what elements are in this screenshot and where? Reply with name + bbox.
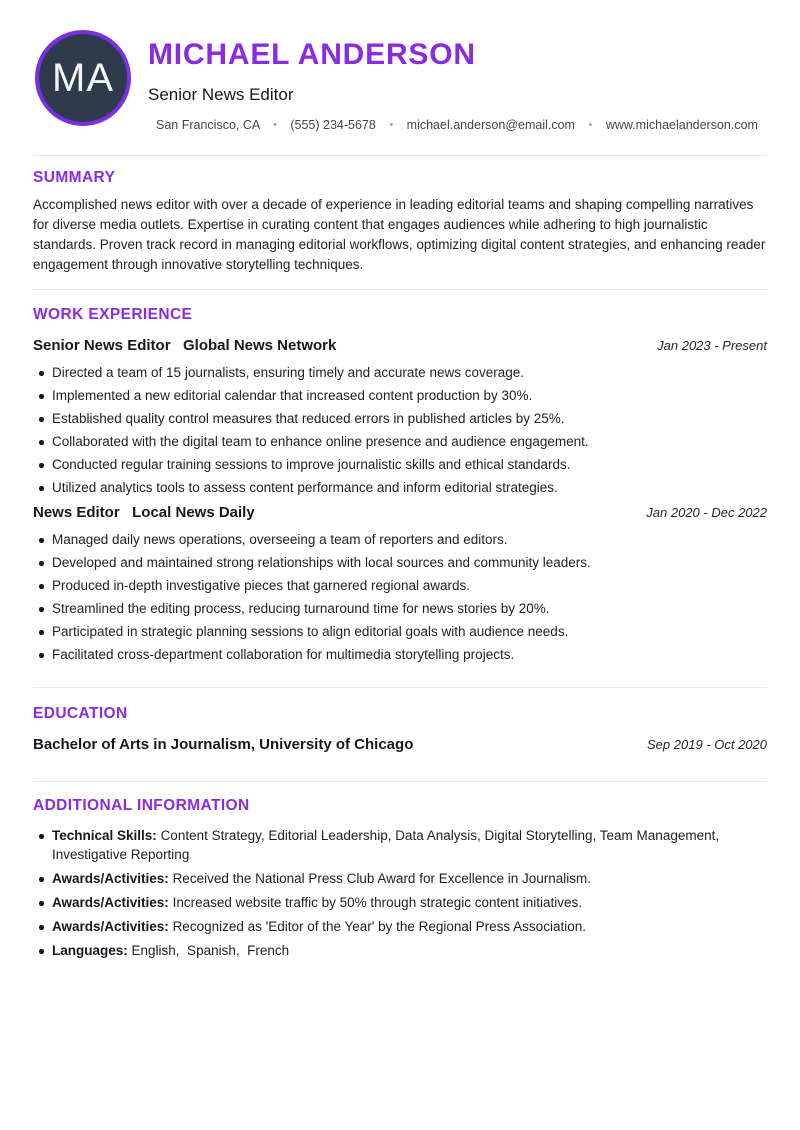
contact-phone: (555) 234-5678 [290,118,376,132]
job-bullet-list [33,530,767,664]
info-item [33,941,767,960]
education-dates: Sep 2019 - Oct 2020 [647,737,767,752]
info-item [33,869,767,888]
additional-information-section [33,782,767,960]
separator-dot: • [588,119,593,131]
info-label: Awards/Activities: [52,871,169,886]
info-label: Languages: [52,943,128,958]
job-role: Senior News Editor [33,337,171,354]
job-dates: Jan 2020 - Dec 2022 [646,505,767,520]
person-name: MICHAEL ANDERSON [148,38,476,71]
job-header [33,336,767,355]
avatar [35,30,131,126]
job-bullet: Managed daily news operations, overseeing a team of reporters and editors. [33,530,767,549]
additional-information-heading: ADDITIONAL INFORMATION [33,797,250,814]
person-job-title: Senior News Editor [148,85,294,104]
education-entry [33,735,767,754]
summary-text: Accomplished news editor with over a decade of experience in leading editorial teams and shaping compelling narratives for diverse media outlets. Expertise in curating content that engages audiences while adhering to high journalistic standards. Proven track record in managing editorial workflows, optimizing digital content strategies, and enhancing reader engagement through innovative storytelling techniques. [33,197,766,272]
job-entry [33,336,767,497]
job-company: Local News Daily [132,504,255,521]
education-heading: EDUCATION [33,705,128,722]
job-bullet: Utilized analytics tools to assess content performance and inform editorial strategies. [33,478,767,497]
work-experience-heading: WORK EXPERIENCE [33,306,193,323]
info-text: Increased website traffic by 50% through strategic content initiatives. [172,895,583,910]
info-text: Content Strategy, Editorial Leadership, Data Analysis, Digital Storytelling, Team Management, Investigative Reporting [52,828,723,862]
info-label: Technical Skills: [52,828,157,843]
header-text [131,30,758,133]
additional-info-list [33,826,767,960]
info-text: English, Spanish, French [131,943,290,958]
contact-location: San Francisco, CA [156,118,260,132]
separator-dot: • [273,119,277,131]
info-item [33,917,767,936]
job-bullet: Participated in strategic planning sessions to align editorial goals with audience needs. [33,622,767,641]
info-text: Recognized as 'Editor of the Year' by the Regional Press Association. [172,919,586,934]
info-text: Received the National Press Club Award for Excellence in Journalism. [172,871,592,886]
summary-section [33,156,767,289]
summary-heading: SUMMARY [33,169,116,186]
job-bullet-list [33,363,767,497]
work-experience-section [33,290,767,687]
job-title-company [33,336,336,355]
resume-header [33,0,767,155]
job-bullet: Produced in-depth investigative pieces that garnered regional awards. [33,576,767,595]
info-item [33,826,767,864]
job-role: News Editor [33,504,120,521]
job-bullet: Established quality control measures that reduced errors in published articles by 25%. [33,409,767,428]
info-label: Awards/Activities: [52,919,169,934]
job-company: Global News Network [182,337,337,354]
job-bullet: Directed a team of 15 journalists, ensuring timely and accurate news coverage. [33,363,767,382]
separator-dot: • [389,119,394,131]
job-entry [33,503,767,664]
contact-website: www.michaelanderson.com [605,118,758,132]
avatar-initials: MA [52,56,114,100]
job-bullet: Developed and maintained strong relationships with local sources and community leaders. [33,553,767,572]
job-bullet: Collaborated with the digital team to enhance online presence and audience engagement. [33,432,767,451]
education-degree: Bachelor of Arts in Journalism, University of Chicago [33,736,414,753]
job-title-company [33,503,255,522]
job-bullet: Facilitated cross-department collaboration for multimedia storytelling projects. [33,645,767,664]
job-dates: Jan 2023 - Present [657,338,767,353]
job-bullet: Implemented a new editorial calendar that increased content production by 30%. [33,386,767,405]
education-section [33,688,767,781]
job-header [33,503,767,522]
info-label: Awards/Activities: [52,895,169,910]
info-item [33,893,767,912]
job-bullet: Streamlined the editing process, reducing turnaround time for news stories by 20%. [33,599,767,618]
contact-row [156,117,758,133]
job-bullet: Conducted regular training sessions to improve journalistic skills and ethical standards. [33,455,767,474]
contact-email: michael.anderson@email.com [406,118,575,132]
